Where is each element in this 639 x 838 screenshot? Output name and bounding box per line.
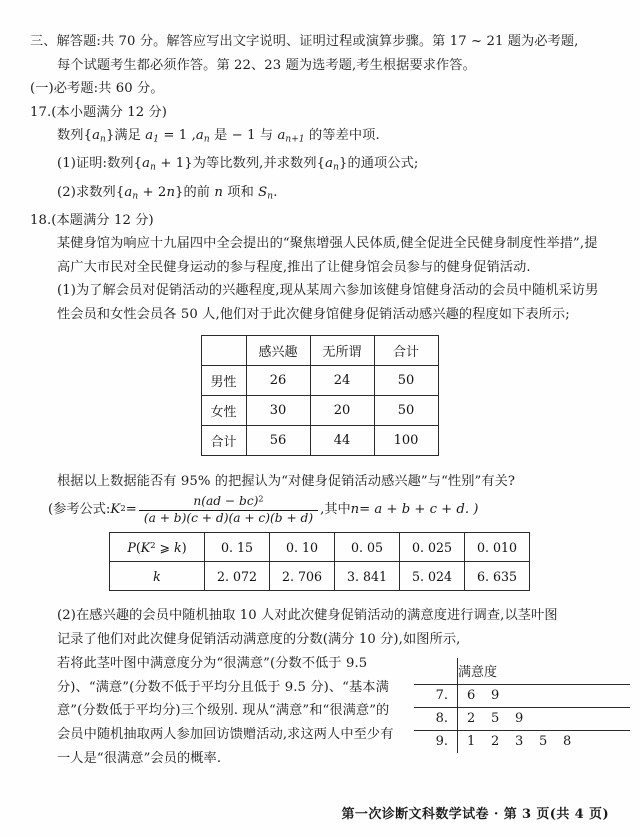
q17-part1 xyxy=(57,152,609,180)
q17-stem-sub-n2: n xyxy=(203,134,210,145)
q17-part2-n2: n xyxy=(214,184,223,200)
critical-k-value-0: 2. 072 xyxy=(205,562,270,591)
q17-part2-n: n xyxy=(166,184,176,200)
stem-plot-row xyxy=(414,731,630,754)
p-close-paren: ) xyxy=(181,539,187,555)
stem-leaves-1 xyxy=(458,708,631,731)
table-row xyxy=(201,425,438,455)
q17-stem-a1: a xyxy=(145,128,154,144)
formula-n: n xyxy=(350,501,360,517)
formula-K: K xyxy=(110,501,121,517)
table-cell-1-1: 20 xyxy=(310,395,374,425)
formula-tail: = a + b + c + d. ) xyxy=(359,501,479,517)
critical-p-value-3: 0. 025 xyxy=(400,533,465,562)
q17-part2 xyxy=(57,181,609,209)
q17-stem-a: a xyxy=(92,128,101,144)
formula-where: ,其中 xyxy=(320,501,351,517)
section-heading-line2: 每个试题考生都必须作答。第 22、23 题为选考题,考生根据要求作答。 xyxy=(57,57,476,73)
k-lower-symbol: k xyxy=(174,539,182,555)
table-row xyxy=(201,365,438,395)
table-header-row xyxy=(201,335,438,365)
q17-number: 17.(本小题满分 12 分) xyxy=(30,104,168,120)
stem-plot-corner xyxy=(414,658,458,685)
formula-denominator: (a + b)(c + d)(a + c)(b + d) xyxy=(139,510,318,525)
page-footer: 第一次诊断文科数学试卷 · 第 3 页(共 4 页) xyxy=(341,807,609,822)
stem-leaves-0 xyxy=(458,685,631,708)
q17-stem-eq: = 1 , xyxy=(159,128,196,144)
q17-part2-e: 项和 xyxy=(222,184,259,200)
critical-k-value-1: 2. 706 xyxy=(270,562,335,591)
q18-number: 18.(本题满分 12 分) xyxy=(30,212,154,228)
table-cell-0-0: 26 xyxy=(246,365,310,395)
q17-part1-sub: n xyxy=(150,162,157,173)
stem-and-leaf-plot xyxy=(414,658,630,753)
critical-table-wrapper xyxy=(30,532,609,591)
table-cell-0-2: 50 xyxy=(374,365,438,395)
q17-stem-tail: 的等差中项. xyxy=(304,128,380,144)
q17-part2-sub: n xyxy=(132,191,139,202)
stem-label-1: 8. xyxy=(414,708,458,731)
table-corner-cell xyxy=(201,335,246,365)
q17-part1-c: + 1}为等比数列,并求数列{ xyxy=(156,156,326,172)
leaf: 2 xyxy=(467,711,476,727)
table-row xyxy=(201,395,438,425)
q18-intro: 某健身馆为响应十九届四中全会提出的“聚焦增强人民体质,健全促进全民健身制度性举措”,提高广大市民对全民健身运动的参与程度,推出了让健身馆会员参与的健身促销活动. xyxy=(57,236,598,275)
critical-p-value-4: 0. 010 xyxy=(465,533,530,562)
stem-plot-row xyxy=(414,708,630,731)
leaf: 3 xyxy=(515,734,524,750)
table-cell-0-1: 24 xyxy=(310,365,374,395)
critical-values-table xyxy=(109,532,530,591)
q18-part2-line2: 记录了他们对此次健身促销活动满意度的分数(满分 10 分),如图所示, xyxy=(57,631,461,647)
stem-label-0: 7. xyxy=(414,685,458,708)
q17-stem-sub-n: n xyxy=(100,134,106,145)
q17-part1-b: a xyxy=(142,156,151,172)
critical-k-value-3: 5. 024 xyxy=(400,562,465,591)
chi-square-formula xyxy=(48,495,609,525)
q17-part1-sub2: n xyxy=(333,162,339,173)
p-open-paren: ( xyxy=(135,539,141,555)
critical-p-value-1: 0. 10 xyxy=(270,533,335,562)
table-col-header-2: 合计 xyxy=(374,335,438,365)
table-row xyxy=(110,562,530,591)
q17-part1-e: }的通项公式; xyxy=(338,156,419,172)
formula-num-exponent: 2 xyxy=(258,494,264,504)
leaf: 9 xyxy=(515,711,524,727)
table-cell-2-0: 56 xyxy=(246,425,310,455)
leaf: 6 xyxy=(467,688,476,704)
q17-stem-sub-n1: n+1 xyxy=(285,134,305,145)
critical-p-value-2: 0. 05 xyxy=(335,533,400,562)
q17-stem-is: 是 − 1 与 xyxy=(209,128,278,144)
formula-K-exponent: 2 xyxy=(120,504,126,515)
formula-fraction xyxy=(139,495,318,525)
critical-k-value-2: 3. 841 xyxy=(335,562,400,591)
table-cell-1-0: 30 xyxy=(246,395,310,425)
stem-plot-row xyxy=(414,685,630,708)
q17-part2-f: . xyxy=(273,184,278,200)
leaf: 5 xyxy=(539,734,548,750)
contingency-table-wrapper xyxy=(30,335,609,456)
ge-symbol: ⩾ xyxy=(155,539,175,555)
stem-label-2: 9. xyxy=(414,731,458,754)
q17-part2-b: a xyxy=(124,184,133,200)
formula-num-n: n xyxy=(193,494,202,509)
table-row-label-0: 男性 xyxy=(201,365,246,395)
leaf: 8 xyxy=(563,734,572,750)
stem-plot-title-row xyxy=(414,658,630,685)
q17-stem-an: a xyxy=(195,128,204,144)
q18-part1-text: (1)为了解会员对促销活动的兴趣程度,现从某周六参加该健身馆健身活动的会员中随机采访男性会员和女性会员各 50 人,他们对于此次健身馆健身促销活动感兴趣的程度如下表所示; xyxy=(57,283,599,323)
q17-part2-c: + 2 xyxy=(138,184,167,200)
q18-chi-square-question: 根据以上数据能否有 95% 的把握认为“对健身促销活动感兴趣”与“性别”有关? xyxy=(57,473,516,489)
critical-k-value-4: 6. 635 xyxy=(465,562,530,591)
q17-part2-sub2: n xyxy=(267,191,274,202)
q18-part2-wrap-text: 若将此茎叶图中满意度分为“很满意”(分数不低于 9.5 分)、“满意”(分数不低于平均分且低于 9.5 分)、“基本满意”(分数低于平均分)三个级别. 现从“满意”和“很满意”的会员中随机抽取两人参加回访馈赠活动,求这两人中至少有一人是“很满意”会员的概率. xyxy=(57,656,394,766)
q17-stem-anext: a xyxy=(277,128,286,144)
q17-part2-a: (2)求数列{ xyxy=(57,184,125,200)
q18-part2-line1: (2)在感兴趣的会员中随机抽取 10 人对此次健身促销活动的满意度进行调查,以茎叶图 xyxy=(57,608,558,624)
table-col-header-1: 无所谓 xyxy=(310,335,374,365)
formula-equals: = xyxy=(125,501,137,517)
leaf: 5 xyxy=(491,711,500,727)
leaf: 2 xyxy=(491,734,500,750)
section-heading-line1: 三、解答题:共 70 分。解答应写出文字说明、证明过程或演算步骤。第 17 ~ 21 题为必考题, xyxy=(30,34,579,49)
q17-stem-pre: 数列{ xyxy=(57,128,93,144)
table-row-label-2: 合计 xyxy=(201,425,246,455)
q17-part1-d: a xyxy=(325,156,334,172)
contingency-table xyxy=(201,335,439,456)
q17-part2-S: S xyxy=(258,184,268,200)
table-row-label-1: 女性 xyxy=(201,395,246,425)
q18-part2-split xyxy=(30,652,609,770)
q17-part1-a: (1)证明:数列{ xyxy=(57,156,143,172)
k-exponent: 2 xyxy=(150,539,156,550)
table-col-header-0: 感兴趣 xyxy=(246,335,310,365)
stem-plot-title: 满意度 xyxy=(458,658,631,685)
section-subheading: (一)必考题:共 60 分。 xyxy=(30,81,164,97)
table-cell-1-2: 50 xyxy=(374,395,438,425)
stem-leaves-2 xyxy=(458,731,631,754)
p-symbol: P xyxy=(127,539,136,555)
formula-numerator xyxy=(188,495,268,509)
q18-part2-text-column xyxy=(30,652,402,770)
stem-plot-column xyxy=(402,652,630,753)
q17-part2-d: }的前 xyxy=(175,184,215,200)
leaf: 1 xyxy=(467,734,476,750)
critical-p-value-0: 0. 15 xyxy=(205,533,270,562)
table-row xyxy=(110,533,530,562)
q17-stem-mid: }满足 xyxy=(105,128,146,144)
formula-num-body: (ad − bc) xyxy=(201,494,259,509)
table-cell-2-1: 44 xyxy=(310,425,374,455)
q17-stem xyxy=(57,124,609,152)
table-cell-2-2: 100 xyxy=(374,425,438,455)
q17-stem-sub-1: 1 xyxy=(153,134,160,145)
k-symbol: K xyxy=(140,539,151,555)
critical-table-p-label xyxy=(110,533,205,562)
leaf: 9 xyxy=(491,688,500,704)
formula-prefix: (参考公式: xyxy=(48,501,111,517)
critical-table-k-label: k xyxy=(110,562,205,591)
